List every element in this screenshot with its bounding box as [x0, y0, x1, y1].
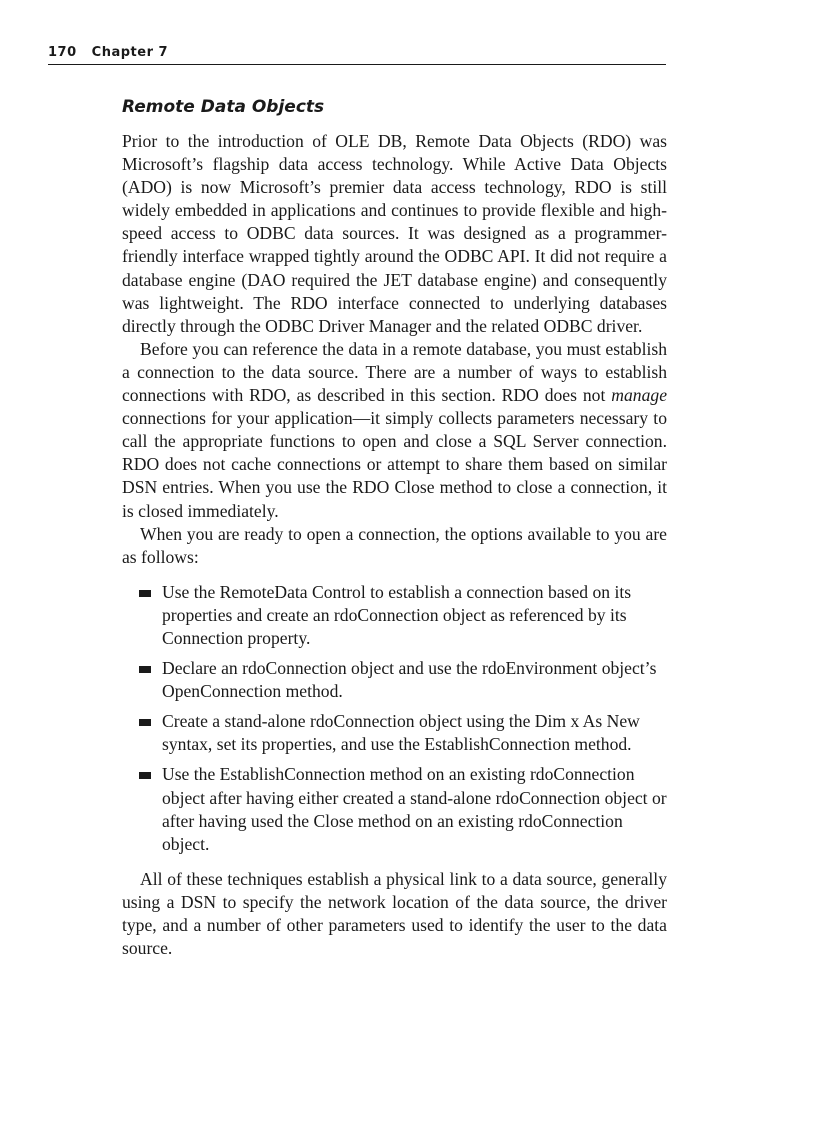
square-bullet-icon: [139, 772, 151, 779]
paragraph-connection: [122, 338, 667, 523]
square-bullet-icon: [139, 666, 151, 673]
list-item-text: Declare an rdoConnection object and use the rdoEnvironment object’s OpenConnection method.: [162, 658, 657, 702]
list-item: [122, 763, 667, 855]
chapter-label: Chapter 7: [91, 45, 169, 60]
square-bullet-icon: [139, 719, 151, 726]
list-item: [122, 710, 667, 756]
paragraph-intro: Prior to the introduction of OLE DB, Remote Data Objects (RDO) was Microsoft’s flagship data access technology. While Active Data Objects (ADO) is now Microsoft’s premier data access technology, RDO is still widely embedded in applications and continues to provide flexible and high-speed access to ODBC data sources. It was designed as a programmer-friendly interface wrapped tightly around the ODBC API. It did not require a database engine (DAO required the JET database engine) and consequently was lightweight. The RDO interface connected to underlying databases directly through the ODBC Driver Manager and the related ODBC driver.: [122, 131, 667, 336]
square-bullet-icon: [139, 590, 151, 597]
section-heading: Remote Data Objects: [122, 97, 325, 117]
list-item-text: Use the RemoteData Control to establish a connection based on its properties and create an rdoConnection object as referenced by its Connection property.: [162, 581, 632, 648]
list-item-text: Use the EstablishConnection method on an existing rdoConnection object after having either created a stand-alone rdoConnection object or after having used the Close method on an existing rdoConnection object.: [162, 764, 667, 854]
paragraph-options-intro: When you are ready to open a connection, the options available to you are as follows:: [122, 523, 667, 567]
paragraph-closing: All of these techniques establish a physical link to a data source, generally using a DSN to specify the network location of the data source, the driver type, and a number of other parameters used to identify the user to the data source.: [122, 868, 667, 959]
paragraph-connection-text-a: Before you can reference the data in a remote database, you must establish a connection to the data source. There are a number of ways to establish connections with RDO, as described in this section. RDO does not: [122, 338, 667, 406]
bullet-list: [122, 581, 667, 856]
emphasis-manage: manage: [611, 385, 667, 406]
list-item: [122, 657, 667, 703]
page-number: 170: [48, 45, 77, 60]
running-header: [48, 44, 666, 65]
list-item: [122, 581, 667, 650]
paragraph-connection-text-b: connections for your application—it simply collects parameters necessary to call the appropriate functions to open and close a SQL Server connection. RDO does not cache connections or attempt to share them based on similar DSN entries. When you use the RDO Close method to close a connection, it is closed immediately.: [122, 408, 667, 521]
list-item-text: Create a stand-alone rdoConnection object using the Dim x As New syntax, set its properties, and use the EstablishConnection method.: [162, 711, 640, 755]
page-body: [122, 95, 667, 960]
